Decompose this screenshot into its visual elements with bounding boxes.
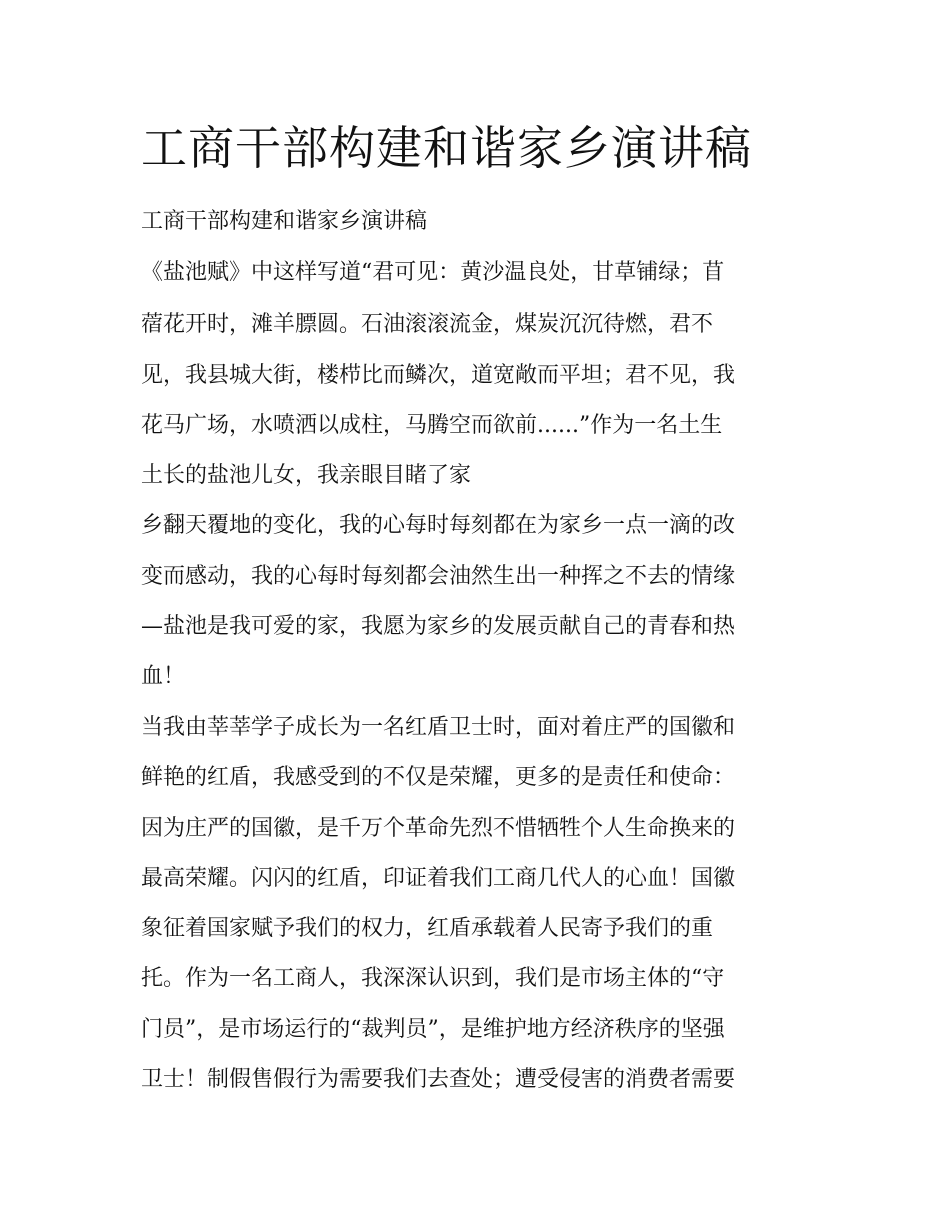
text-line: 蓿花开时，滩羊膘圆。石油滚滚流金，煤炭沉沉待燃，君不: [141, 312, 714, 337]
text-line: 门员”，是市场运行的“裁判员”，是维护地方经济秩序的坚强: [141, 1017, 725, 1042]
text-line: 变而感动，我的心每时每刻都会油然生出一种挥之不去的情缘: [141, 564, 736, 589]
text-line: 见，我县城大街，楼栉比而鳞次，道宽敞而平坦；君不见，我: [141, 363, 736, 388]
document-subtitle: 工商干部构建和谐家乡演讲稿: [141, 209, 428, 234]
text-line: 最高荣耀。闪闪的红盾，印证着我们工商几代人的心血！国徽: [141, 866, 736, 891]
text-line: 土长的盐池儿女，我亲眼目睹了家: [141, 463, 472, 488]
text-line: 《盐池赋》中这样写道“君可见：黄沙温良处，甘草铺绿；苜: [141, 260, 725, 285]
document-title: 工商干部构建和谐家乡演讲稿: [141, 121, 752, 175]
text-line: 乡翻天覆地的变化，我的心每时每刻都在为家乡一点一滴的改: [141, 513, 736, 538]
text-line: 卫士！制假售假行为需要我们去查处；遭受侵害的消费者需要: [141, 1067, 736, 1092]
text-line: 托。作为一名工商人，我深深认识到，我们是市场主体的“守: [141, 966, 725, 991]
text-line: 因为庄严的国徽，是千万个革命先烈不惜牺牲个人生命换来的: [141, 816, 736, 841]
text-line: 鲜艳的红盾，我感受到的不仅是荣耀，更多的是责任和使命：: [141, 765, 736, 790]
text-line: 血！: [141, 664, 186, 689]
text-line: 象征着国家赋予我们的权力，红盾承载着人民寄予我们的重: [141, 916, 714, 941]
text-line: —盐池是我可爱的家，我愿为家乡的发展贡献自己的青春和热: [141, 614, 736, 639]
text-line: 当我由莘莘学子成长为一名红盾卫士时，面对着庄严的国徽和: [141, 715, 736, 740]
text-line: 花马广场，水喷洒以成柱，马腾空而欲前......”作为一名土生: [141, 413, 723, 438]
